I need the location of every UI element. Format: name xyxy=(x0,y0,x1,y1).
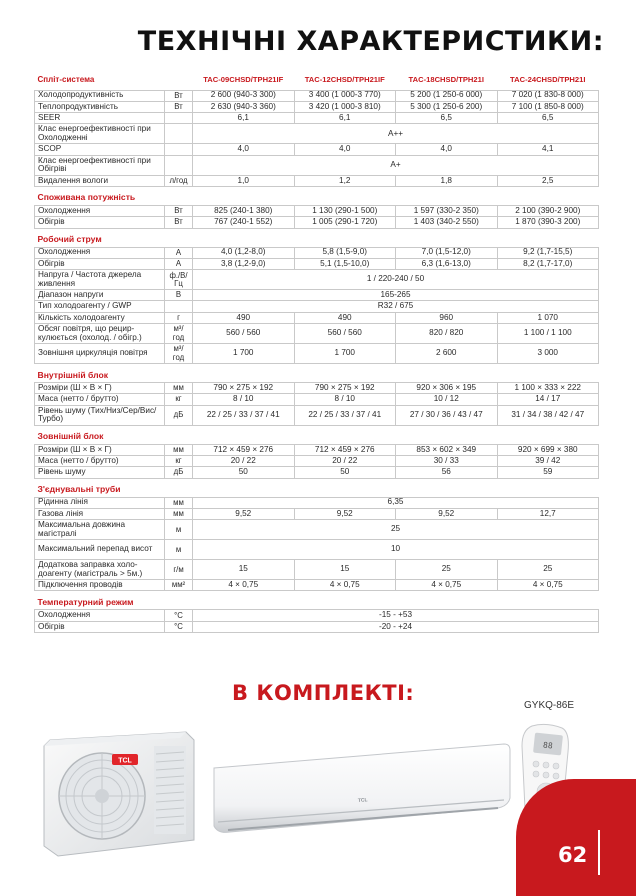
spec-unit: г/м xyxy=(165,560,193,580)
spec-row xyxy=(35,520,599,540)
spec-value: 7 020 (1 830-8 000) xyxy=(497,90,599,101)
spec-value: 20 / 22 xyxy=(193,455,295,466)
spec-value: 39 / 42 xyxy=(497,455,599,466)
spec-value: 14 / 17 xyxy=(497,394,599,405)
spec-label: Клас енергоефективності при Обігріві xyxy=(35,155,165,175)
spec-value: 4 × 0,75 xyxy=(497,580,599,591)
spec-unit xyxy=(165,113,193,124)
spec-row xyxy=(35,444,599,455)
spec-value: 5 200 (1 250-6 000) xyxy=(396,90,498,101)
spec-row xyxy=(35,467,599,478)
section-heading: З'єднувальні труби xyxy=(37,484,121,495)
spec-unit: л/год xyxy=(165,175,193,186)
spec-value: 767 (240-1 552) xyxy=(193,217,295,228)
spec-value: 1,8 xyxy=(396,175,498,186)
spec-row xyxy=(35,560,599,580)
section-heading-row xyxy=(35,591,599,610)
spec-row xyxy=(35,144,599,155)
spec-value: 2,5 xyxy=(497,175,599,186)
spec-value: 25 xyxy=(396,560,498,580)
spec-label: Газова лінія xyxy=(35,508,165,519)
spec-value: 4 × 0,75 xyxy=(396,580,498,591)
spec-value: 165-265 xyxy=(193,290,599,301)
spec-value: 1,0 xyxy=(193,175,295,186)
spec-row xyxy=(35,610,599,621)
spec-row xyxy=(35,290,599,301)
spec-value: 5 300 (1 250-6 200) xyxy=(396,101,498,112)
spec-label: Теплопродуктивність xyxy=(35,101,165,112)
spec-header-label: Спліт-система xyxy=(37,74,95,84)
spec-value: 2 630 (940-3 360) xyxy=(193,101,295,112)
model-header: TAC-24CHSD/TPH21I xyxy=(510,74,586,84)
section-heading: Робочий струм xyxy=(37,234,102,245)
spec-value: 9,52 xyxy=(294,508,396,519)
spec-label: Рівень шуму xyxy=(35,467,165,478)
spec-value: -20 - +24 xyxy=(193,621,599,632)
indoor-brand-text: TCL xyxy=(357,797,368,804)
page-title: ТЕХНІЧНІ ХАРАКТЕРИСТИКИ: xyxy=(137,26,604,57)
spec-label: SCOP xyxy=(35,144,165,155)
section-heading-row xyxy=(35,364,599,383)
spec-label: Тип холодоагенту / GWP xyxy=(35,301,165,312)
spec-unit: мм² xyxy=(165,580,193,591)
spec-value: 1 870 (390-3 200) xyxy=(497,217,599,228)
section-heading: Внутрішній блок xyxy=(37,369,109,380)
spec-value: 490 xyxy=(193,312,295,323)
spec-label: Обігрів xyxy=(35,217,165,228)
spec-value: 5,8 (1,5-9,0) xyxy=(294,247,396,258)
spec-value: 4,1 xyxy=(497,144,599,155)
spec-value: 10 xyxy=(193,540,599,560)
spec-value: 960 xyxy=(396,312,498,323)
page-corner-decoration xyxy=(516,779,636,896)
spec-value: 9,2 (1,7-15,5) xyxy=(497,247,599,258)
spec-value: 15 xyxy=(294,560,396,580)
spec-row xyxy=(35,508,599,519)
spec-value: 1 100 / 1 100 xyxy=(497,324,599,344)
spec-label: SEER xyxy=(35,113,165,124)
spec-row xyxy=(35,301,599,312)
spec-value: 3 420 (1 000-3 810) xyxy=(294,101,396,112)
spec-row xyxy=(35,113,599,124)
spec-label: Кількість холодоагенту xyxy=(35,312,165,323)
spec-unit: Вт xyxy=(165,101,193,112)
model-header: TAC-09CHSD/TPH21IF xyxy=(203,74,284,84)
model-header: TAC-12CHSD/TPH21IF xyxy=(304,74,385,84)
spec-unit: °C xyxy=(165,610,193,621)
spec-row xyxy=(35,497,599,508)
spec-unit: дБ xyxy=(165,405,193,425)
spec-value: 3,8 (1,2-9,0) xyxy=(193,258,295,269)
section-heading-row xyxy=(35,186,599,205)
spec-value: 27 / 30 / 36 / 43 / 47 xyxy=(396,405,498,425)
spec-value: 1 130 (290-1 500) xyxy=(294,205,396,216)
spec-value: 1 403 (340-2 550) xyxy=(396,217,498,228)
spec-row xyxy=(35,455,599,466)
spec-value: 50 xyxy=(193,467,295,478)
spec-value: 8,2 (1,7-17,0) xyxy=(497,258,599,269)
spec-value: 2 600 xyxy=(396,344,498,364)
spec-label: Напруга / Частота джерела живлення xyxy=(35,270,165,290)
spec-unit: м³/год xyxy=(165,324,193,344)
spec-value: 4,0 xyxy=(294,144,396,155)
spec-value: -15 - +53 xyxy=(193,610,599,621)
spec-unit: мм xyxy=(165,508,193,519)
spec-value: 560 / 560 xyxy=(294,324,396,344)
spec-unit: мм xyxy=(165,383,193,394)
section-heading: Зовнішній блок xyxy=(37,431,104,442)
spec-value: 560 / 560 xyxy=(193,324,295,344)
section-heading: Споживана потужність xyxy=(37,192,136,203)
spec-value: 712 × 459 × 276 xyxy=(294,444,396,455)
spec-value: 7,0 (1,5-12,0) xyxy=(396,247,498,258)
spec-value: 1,2 xyxy=(294,175,396,186)
outdoor-unit-image xyxy=(36,730,198,858)
spec-value: 825 (240-1 380) xyxy=(193,205,295,216)
spec-value: 4,0 xyxy=(193,144,295,155)
spec-label: Охолодження xyxy=(35,205,165,216)
spec-unit: мм xyxy=(165,444,193,455)
spec-label: Зовнішня циркуляція повітря xyxy=(35,344,165,364)
spec-label: Охолодження xyxy=(35,610,165,621)
spec-value: 1 100 × 333 × 222 xyxy=(497,383,599,394)
spec-value: 790 × 275 × 192 xyxy=(193,383,295,394)
spec-value: 9,52 xyxy=(193,508,295,519)
spec-row xyxy=(35,205,599,216)
section-heading-row xyxy=(35,425,599,444)
spec-value: 2 600 (940-3 300) xyxy=(193,90,295,101)
spec-unit: дБ xyxy=(165,467,193,478)
spec-value: 3 000 xyxy=(497,344,599,364)
spec-unit xyxy=(165,155,193,175)
spec-unit: кг xyxy=(165,455,193,466)
spec-value: 4 × 0,75 xyxy=(294,580,396,591)
komplekt-title: В КОМПЛЕКТІ: xyxy=(232,681,415,705)
spec-unit: Вт xyxy=(165,217,193,228)
spec-label: Охолодження xyxy=(35,247,165,258)
spec-label: Видалення вологи xyxy=(35,175,165,186)
spec-value: 1 / 220-240 / 50 xyxy=(193,270,599,290)
spec-value: 490 xyxy=(294,312,396,323)
spec-value: 9,52 xyxy=(396,508,498,519)
spec-unit: м xyxy=(165,520,193,540)
spec-label: Максимальна довжина магістралі xyxy=(35,520,165,540)
spec-value: 22 / 25 / 33 / 37 / 41 xyxy=(294,405,396,425)
spec-row xyxy=(35,394,599,405)
spec-label: Розміри (Ш × В × Г) xyxy=(35,383,165,394)
spec-row xyxy=(35,258,599,269)
section-heading-row xyxy=(35,228,599,247)
spec-value: 1 005 (290-1 720) xyxy=(294,217,396,228)
spec-row xyxy=(35,90,599,101)
spec-value: 15 xyxy=(193,560,295,580)
spec-value: 2 100 (390-2 900) xyxy=(497,205,599,216)
page-number-divider xyxy=(598,830,600,875)
spec-value: 6,5 xyxy=(396,113,498,124)
spec-unit xyxy=(165,124,193,144)
spec-value: 1 597 (330-2 350) xyxy=(396,205,498,216)
spec-row xyxy=(35,540,599,560)
spec-unit: Вт xyxy=(165,90,193,101)
spec-unit: А xyxy=(165,247,193,258)
spec-value: 1 700 xyxy=(294,344,396,364)
spec-row xyxy=(35,155,599,175)
spec-value: 820 / 820 xyxy=(396,324,498,344)
spec-value: 12,7 xyxy=(497,508,599,519)
svg-text:88: 88 xyxy=(542,740,554,751)
spec-value: 1 070 xyxy=(497,312,599,323)
spec-row xyxy=(35,324,599,344)
spec-unit: А xyxy=(165,258,193,269)
spec-unit: г xyxy=(165,312,193,323)
spec-value: 5,1 (1,5-10,0) xyxy=(294,258,396,269)
spec-unit xyxy=(165,301,193,312)
spec-unit: В xyxy=(165,290,193,301)
spec-unit: м xyxy=(165,540,193,560)
spec-value: 10 / 12 xyxy=(396,394,498,405)
spec-unit: кг xyxy=(165,394,193,405)
spec-value: 4 × 0,75 xyxy=(193,580,295,591)
spec-label: Обсяг повітря, що рецир-кулюється (охолод. / обігр.) xyxy=(35,324,165,344)
spec-value: 4,0 xyxy=(396,144,498,155)
spec-label: Маса (нетто / брутто) xyxy=(35,394,165,405)
spec-value: 790 × 275 × 192 xyxy=(294,383,396,394)
spec-value: 25 xyxy=(193,520,599,540)
spec-value: 20 / 22 xyxy=(294,455,396,466)
spec-row xyxy=(35,247,599,258)
spec-value: 6,3 (1,6-13,0) xyxy=(396,258,498,269)
indoor-unit-image xyxy=(208,742,512,836)
spec-label: Рівень шуму (Тих/Низ/Сер/Вис/Турбо) xyxy=(35,405,165,425)
spec-label: Обігрів xyxy=(35,258,165,269)
spec-row xyxy=(35,312,599,323)
spec-value: 1 700 xyxy=(193,344,295,364)
spec-row xyxy=(35,344,599,364)
section-heading: Температурний режим xyxy=(37,596,134,607)
spec-value: 920 × 306 × 195 xyxy=(396,383,498,394)
section-heading-row xyxy=(35,478,599,497)
spec-value: 6,5 xyxy=(497,113,599,124)
spec-row xyxy=(35,270,599,290)
spec-value: A++ xyxy=(193,124,599,144)
spec-value: 4,0 (1,2-8,0) xyxy=(193,247,295,258)
spec-label: Обігрів xyxy=(35,621,165,632)
spec-value: 7 100 (1 850-8 000) xyxy=(497,101,599,112)
spec-label: Діапазон напруги xyxy=(35,290,165,301)
spec-value: 8 / 10 xyxy=(294,394,396,405)
spec-value: 30 / 33 xyxy=(396,455,498,466)
spec-value: 31 / 34 / 38 / 42 / 47 xyxy=(497,405,599,425)
spec-value: 59 xyxy=(497,467,599,478)
remote-model-label: GYKQ-86E xyxy=(524,700,575,711)
spec-row xyxy=(35,621,599,632)
spec-label: Розміри (Ш × В × Г) xyxy=(35,444,165,455)
spec-row xyxy=(35,580,599,591)
spec-unit: м³/год xyxy=(165,344,193,364)
spec-unit: ф./В/Гц xyxy=(165,270,193,290)
spec-label: Підключення проводів xyxy=(35,580,165,591)
spec-unit xyxy=(165,144,193,155)
model-header: TAC-18CHSD/TPH21I xyxy=(408,74,484,84)
spec-value: R32 / 675 xyxy=(193,301,599,312)
spec-label: Маса (нетто / брутто) xyxy=(35,455,165,466)
spec-value: 22 / 25 / 33 / 37 / 41 xyxy=(193,405,295,425)
spec-row xyxy=(35,217,599,228)
page-number: 62 xyxy=(558,843,588,867)
spec-row xyxy=(35,405,599,425)
spec-row xyxy=(35,383,599,394)
spec-label: Максимальний перепад висот xyxy=(35,540,165,560)
spec-value: 56 xyxy=(396,467,498,478)
outdoor-brand-text: TCL xyxy=(118,757,132,765)
spec-value: 6,35 xyxy=(193,497,599,508)
spec-unit: °C xyxy=(165,621,193,632)
spec-value: 25 xyxy=(497,560,599,580)
spec-value: 8 / 10 xyxy=(193,394,295,405)
spec-value: 712 × 459 × 276 xyxy=(193,444,295,455)
spec-value: 6,1 xyxy=(294,113,396,124)
spec-row xyxy=(35,101,599,112)
spec-value: 920 × 699 × 380 xyxy=(497,444,599,455)
spec-value: A+ xyxy=(193,155,599,175)
spec-table xyxy=(34,70,599,633)
spec-label: Рідинна лінія xyxy=(35,497,165,508)
spec-unit: Вт xyxy=(165,205,193,216)
spec-row xyxy=(35,175,599,186)
spec-value: 50 xyxy=(294,467,396,478)
spec-header-row xyxy=(35,70,599,90)
spec-value: 3 400 (1 000-3 770) xyxy=(294,90,396,101)
spec-value: 6,1 xyxy=(193,113,295,124)
spec-label: Холодопродуктивність xyxy=(35,90,165,101)
spec-unit: мм xyxy=(165,497,193,508)
spec-row xyxy=(35,124,599,144)
spec-value: 853 × 602 × 349 xyxy=(396,444,498,455)
spec-label: Додаткова заправка холо-доагенту (магістраль > 5м.) xyxy=(35,560,165,580)
spec-label: Клас енергоефективності при Охолодженні xyxy=(35,124,165,144)
